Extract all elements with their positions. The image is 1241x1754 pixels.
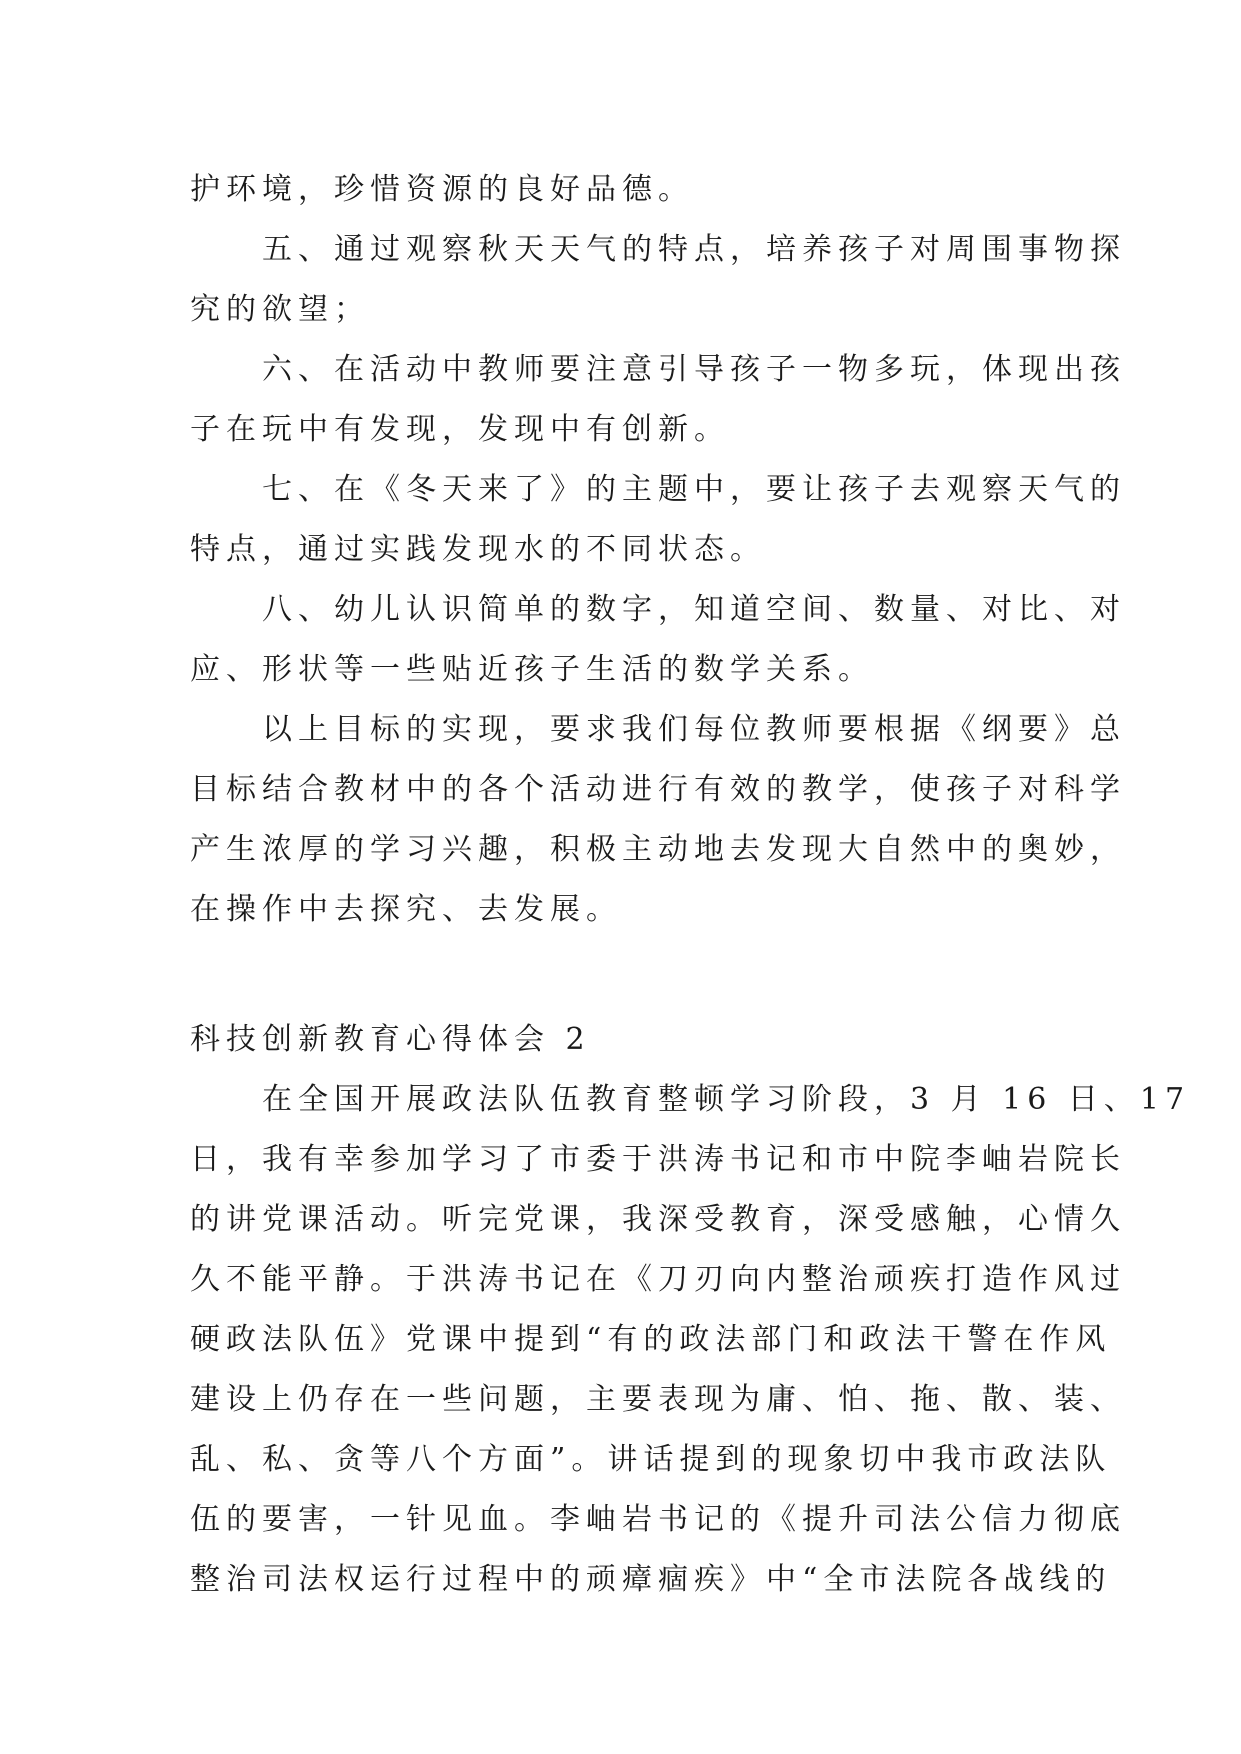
text-line: 在全国开展政法队伍教育整顿学习阶段，3 月 16 日、17 <box>262 1082 1191 1117</box>
text-line: 整治司法权运行过程中的顽瘴痼疾》中“全市法院各战线的 <box>190 1562 1112 1597</box>
text-line: 八、幼儿认识简单的数字，知道空间、数量、对比、对 <box>262 592 1126 627</box>
text-line: 五、通过观察秋天天气的特点，培养孩子对周围事物探 <box>262 232 1126 267</box>
text-line: 在操作中去探究、去发展。 <box>190 892 622 927</box>
document-page <box>190 160 1191 1610</box>
text-line: 建设上仍存在一些问题，主要表现为庸、怕、拖、散、装、 <box>190 1382 1126 1417</box>
section-title: 科技创新教育心得体会 2 <box>190 1022 591 1057</box>
text-line: 目标结合教材中的各个活动进行有效的教学，使孩子对科学 <box>190 772 1126 807</box>
text-line: 子在玩中有发现，发现中有创新。 <box>190 412 730 447</box>
text-line: 应、形状等一些贴近孩子生活的数学关系。 <box>190 652 874 687</box>
text-line: 伍的要害，一针见血。李岫岩书记的《提升司法公信力彻底 <box>190 1502 1126 1537</box>
section-gap <box>190 940 1075 1010</box>
text-line: 久不能平静。于洪涛书记在《刀刃向内整治顽疾打造作风过 <box>190 1262 1126 1297</box>
text-line: 乱、私、贪等八个方面”。讲话提到的现象切中我市政法队 <box>190 1442 1112 1477</box>
text-line: 日，我有幸参加学习了市委于洪涛书记和市中院李岫岩院长 <box>190 1142 1126 1177</box>
text-line: 七、在《冬天来了》的主题中，要让孩子去观察天气的 <box>262 472 1126 507</box>
paragraph-block-before <box>190 160 1126 940</box>
text-line: 以上目标的实现，要求我们每位教师要根据《纲要》总 <box>262 712 1126 747</box>
text-line: 六、在活动中教师要注意引导孩子一物多玩，体现出孩 <box>262 352 1126 387</box>
text-line: 究的欲望； <box>190 292 370 327</box>
text-line: 硬政法队伍》党课中提到“有的政法部门和政法干警在作风 <box>190 1322 1112 1357</box>
text-line: 护环境，珍惜资源的良好品德。 <box>190 172 694 207</box>
text-line: 特点，通过实践发现水的不同状态。 <box>190 532 766 567</box>
text-line: 的讲党课活动。听完党课，我深受教育，深受感触，心情久 <box>190 1202 1126 1237</box>
text-line: 产生浓厚的学习兴趣，积极主动地去发现大自然中的奥妙， <box>190 832 1126 867</box>
paragraph-block-after <box>190 1070 1191 1610</box>
